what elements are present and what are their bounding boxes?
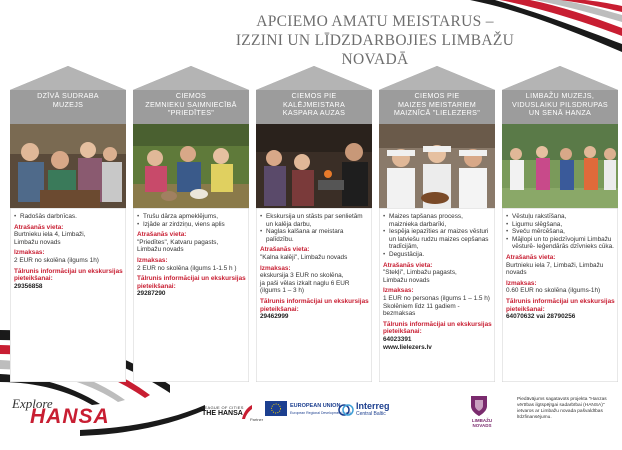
card-body bbox=[383, 213, 493, 351]
card-title: CIEMOS PIE MAIZES MEISTARIEM MAIZNĪCĀ "LIELEZERS" bbox=[393, 91, 481, 117]
fee-value: 0.60 EUR no skolēna (ilgums-1h) bbox=[506, 287, 601, 295]
fee-value: ekskursija 3 EUR no skolēna, ja paši vēlas izkalt naglu 6 EUR (ilgums 1 – 3 h) bbox=[260, 272, 350, 295]
activity-list bbox=[137, 213, 247, 228]
list-item: • Radošās darbnīcas. bbox=[14, 213, 124, 221]
phone-number: 29356858 bbox=[14, 282, 43, 290]
eu-flag-icon bbox=[265, 401, 287, 416]
headline-line-2: IZZINI UN LĪDZDARBOJIES LIMBAŽU NOVADĀ bbox=[235, 32, 515, 68]
location-label: Atrašanās vieta: bbox=[14, 223, 64, 231]
card-title: CIEMOS PIE KALĒJMEISTARA KASPARA AUZAS bbox=[282, 91, 346, 117]
list-item: • Ligumu slēgšana, bbox=[506, 221, 616, 229]
card-limbazi-museum bbox=[502, 66, 618, 382]
interreg-logo-icon bbox=[338, 404, 354, 416]
eu-label: EUROPEAN UNION bbox=[290, 403, 341, 409]
phone-label: Tālrunis informācijai un ekskursijas pieteikšanai: bbox=[137, 275, 246, 290]
card-body bbox=[260, 213, 370, 321]
list-item: • Trušu dārza apmeklējums, bbox=[137, 213, 247, 221]
location-value: "Priedītes", Katvaru pagasts, Limbažu novads bbox=[137, 238, 219, 254]
list-item: • Sveču mērcēšana, bbox=[506, 228, 616, 236]
card-photo-children-with-rabbits bbox=[133, 124, 249, 208]
card-farm-priedites bbox=[133, 66, 249, 382]
card-bakery-lielezers bbox=[379, 66, 495, 382]
phone-number: 64070632 vai 28790256 bbox=[506, 313, 576, 321]
card-blacksmith bbox=[256, 66, 372, 382]
phone-number: 29462999 bbox=[260, 313, 289, 321]
phone-label: Tālrunis informācijai un ekskursijas pieteikšanai: bbox=[14, 267, 123, 283]
fee-label: Izmaksas: bbox=[137, 256, 168, 264]
fee-label: Izmaksas: bbox=[260, 264, 291, 272]
eu-sub-label: European Regional Development Fund bbox=[290, 411, 351, 415]
hansa-logo-mark-icon bbox=[242, 405, 252, 419]
card-title: LIMBAŽU MUZEJS, VIDUSLAIKU PILSDRUPAS UN SENĀ HANZA bbox=[511, 91, 609, 117]
card-photo-children-dancing bbox=[502, 124, 618, 208]
fee-value: 2 EUR no skolēna (ilgums 1-1.5 h ) bbox=[137, 264, 237, 272]
activity-list bbox=[260, 213, 370, 243]
location-label: Atrašanās vieta: bbox=[137, 231, 187, 239]
interreg-sub-label: Central Baltic bbox=[356, 411, 386, 417]
location-value: "Stekļi", Limbažu pagasts, Limbažu novads bbox=[383, 269, 457, 284]
list-item: • Vēstuļu rakstīšana, bbox=[506, 213, 616, 221]
phone-label: Tālrunis informācijai un ekskursijas pieteikšanai: bbox=[506, 297, 615, 313]
explore-hansa-brand-line-2: HANSA bbox=[30, 405, 110, 428]
location-value: Burtnieku iela 4, Limbaži, Limbažu novads bbox=[14, 231, 86, 246]
phone-label: Tālrunis informācijai un ekskursijas pieteikšanai: bbox=[383, 320, 492, 336]
card-photo-children-workshop bbox=[10, 124, 126, 208]
list-item: • Mājlopi un to piedzīvojumi Limbažu vēsturē- leģendārās dzīvnieks cūka. bbox=[506, 236, 616, 251]
limbazi-novads-label: LIMBAŽU NOVADS bbox=[471, 418, 493, 428]
list-item: • Degustācija. bbox=[383, 251, 493, 259]
phone-number: 29287290 bbox=[137, 290, 166, 298]
list-item: • Izjāde ar zirdziņu, viens aplis bbox=[137, 221, 247, 229]
location-label: Atrašanās vieta: bbox=[383, 261, 433, 269]
limbazi-crest-icon bbox=[467, 394, 491, 418]
interreg-label: Interreg bbox=[356, 401, 390, 411]
funding-note: Piedāvājums sagatavots projekta "Hanzas vērtības ilgtspējīgai sadarbībai (HANSA)" ietvaros ar Limbažu novada pašvaldības līdzfinansējumu. bbox=[517, 397, 607, 420]
card-body bbox=[137, 213, 247, 298]
fee-label: Izmaksas: bbox=[383, 287, 414, 295]
list-item: • Iespēja iepazīties ar maizes vēsturi un latviešu rudzu maizes cepšanas tradīcijām, bbox=[383, 228, 493, 251]
explore-hansa-brand-line-1: Explore bbox=[12, 396, 53, 411]
card-body bbox=[506, 213, 616, 321]
page-headline bbox=[205, 12, 545, 69]
card-body bbox=[14, 213, 124, 290]
fee-label: Izmaksas: bbox=[14, 249, 45, 257]
list-item: • Maizes tapšanas process, maiznieka darbarīki, bbox=[383, 213, 493, 228]
the-hansa-logo: LEAGUE OF CITIES THE HANSA Partner bbox=[202, 405, 264, 422]
activity-list bbox=[506, 213, 616, 251]
location-label: Atrašanās vieta: bbox=[260, 246, 310, 254]
fee-value: 2 EUR no skolēna (ilgums 1h) bbox=[14, 256, 99, 264]
card-silver-museum bbox=[10, 66, 126, 382]
activity-list bbox=[14, 213, 124, 221]
fee-value: 1 EUR no personas (ilgums 1 – 1.5 h) Skolēniem līdz 11 gadiem - bezmaksas bbox=[383, 294, 490, 318]
headline-line-1: APCIEMO AMATU MEISTARUS – bbox=[256, 13, 494, 30]
website-link[interactable]: www.lielezers.lv bbox=[383, 343, 432, 351]
card-photo-children-baking bbox=[379, 124, 495, 208]
location-value: "Kalna kalēji", Limbažu novads bbox=[260, 253, 348, 261]
card-title: DZĪVĀ SUDRABA MUZEJS bbox=[37, 91, 99, 109]
phone-number: 64023391 bbox=[383, 335, 412, 343]
fee-label: Izmaksas: bbox=[506, 279, 537, 287]
activity-list bbox=[383, 213, 493, 259]
list-item: • Naglas kalšana ar meistara palīdzību. bbox=[260, 228, 370, 243]
card-photo-blacksmith-forge bbox=[256, 124, 372, 208]
phone-label: Tālrunis informācijai un ekskursijas pieteikšanai: bbox=[260, 297, 369, 313]
card-title: CIEMOS ZEMNIEKU SAIMNIECĪBĀ "PRIEDĪTES" bbox=[145, 91, 237, 117]
list-item: • Ekskursija un stāsts par senlietām un kalēja darbu, bbox=[260, 213, 370, 228]
location-label: Atrašanās vieta: bbox=[506, 253, 556, 261]
location-value: Burtnieku iela 7, Limbaži, Limbažu novads bbox=[506, 261, 604, 277]
